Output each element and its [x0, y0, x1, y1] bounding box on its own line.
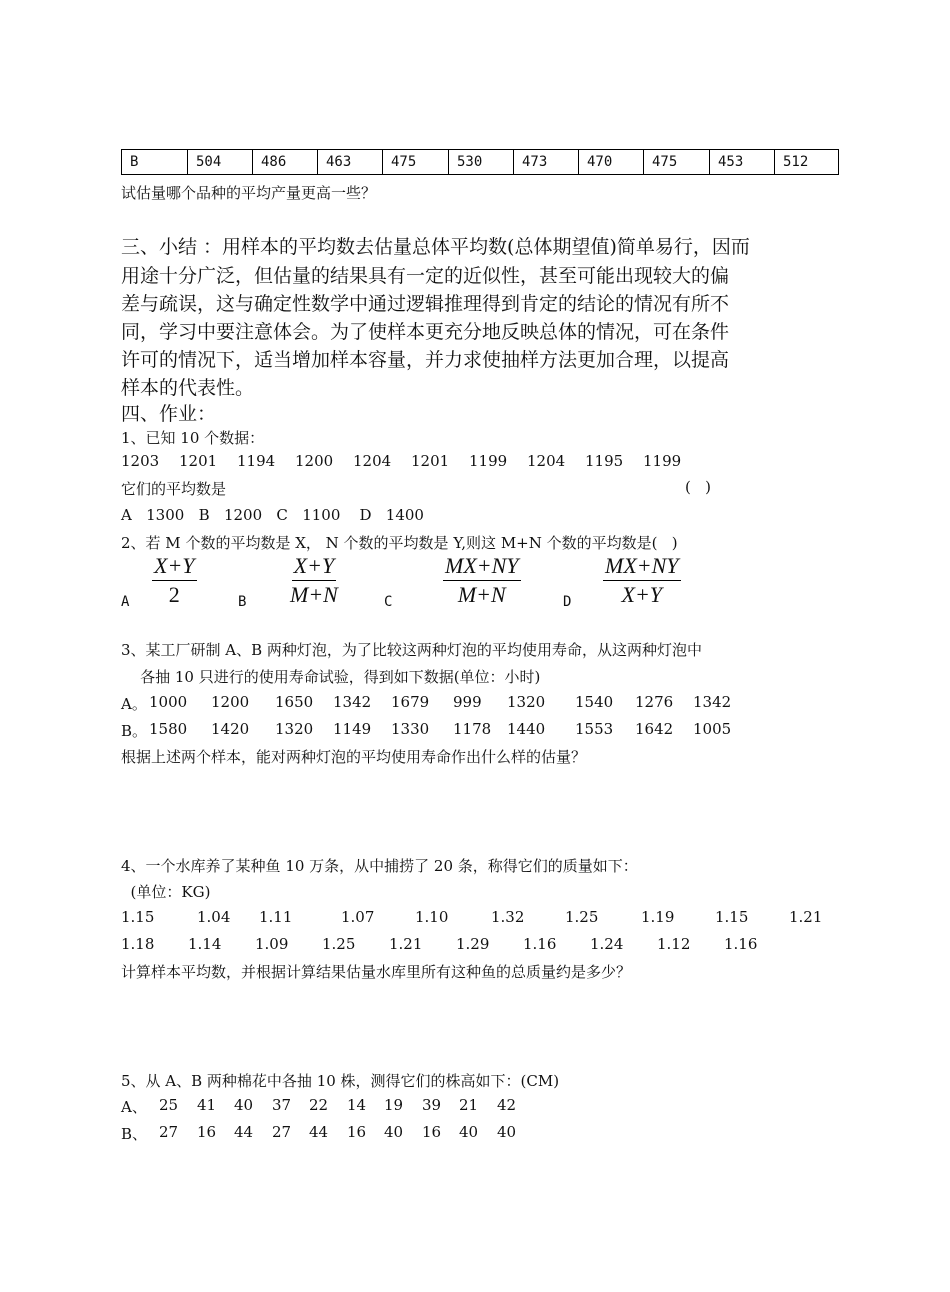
data-value: 1.09 — [255, 935, 289, 953]
q5-row-a — [121, 1096, 516, 1117]
data-value: 1.32 — [491, 908, 525, 926]
table-cell: 504 — [188, 150, 253, 175]
summary-line: 同，学习中要注意体会。为了使样本更充分地反映总体的情况，可在条件 — [121, 321, 730, 343]
q4-row-2 — [121, 935, 757, 953]
summary-line: 用途十分广泛，但估量的结果具有一定的近似性，甚至可能出现较大的偏 — [121, 265, 730, 287]
data-value: 1149 — [333, 720, 372, 738]
numerator: MX+NY — [603, 553, 681, 581]
option-label-c: C — [384, 594, 393, 610]
data-value: 1.16 — [523, 935, 557, 953]
table-cell: 512 — [775, 150, 839, 175]
q5-row-b — [121, 1123, 516, 1144]
data-value: 999 — [453, 693, 482, 711]
data-value: 40 — [234, 1096, 254, 1114]
data-value: 1276 — [635, 693, 674, 711]
data-value: 1.21 — [789, 908, 823, 926]
data-value: 1200 — [295, 452, 334, 470]
data-value: 1.15 — [121, 908, 155, 926]
section-heading: 四、作业： — [121, 403, 217, 425]
table-cell: B — [122, 150, 188, 175]
data-value: 1320 — [507, 693, 546, 711]
data-value: 1.16 — [724, 935, 758, 953]
data-value: 1199 — [469, 452, 508, 470]
table-cell: 473 — [514, 150, 579, 175]
data-value: 1194 — [237, 452, 276, 470]
q1-options: A 1300 B 1200 C 1100 D 1400 — [121, 506, 424, 524]
row-label: A、 — [121, 1098, 147, 1116]
q4-row-1 — [121, 908, 822, 926]
data-value: 1.21 — [389, 935, 423, 953]
data-value: 19 — [384, 1096, 404, 1114]
option-label-b: B — [238, 594, 247, 610]
data-value: 1.24 — [590, 935, 624, 953]
data-value: 1200 — [211, 693, 250, 711]
row-label: B。 — [121, 722, 148, 740]
data-value: 27 — [272, 1123, 292, 1141]
data-value: 1.07 — [341, 908, 375, 926]
data-value: 1.10 — [415, 908, 449, 926]
numerator: X+Y — [292, 553, 337, 581]
data-value: 1553 — [575, 720, 614, 738]
data-value: 21 — [459, 1096, 479, 1114]
table-cell: 530 — [449, 150, 514, 175]
data-value: 1203 — [121, 452, 160, 470]
data-value: 1679 — [391, 693, 430, 711]
q3-row-b — [121, 720, 731, 741]
fraction-option-b — [290, 553, 338, 608]
numerator: MX+NY — [443, 553, 521, 581]
data-value: 1650 — [275, 693, 314, 711]
denominator: X+Y — [621, 582, 663, 607]
data-value: 1.14 — [188, 935, 222, 953]
option-label-d: D — [563, 594, 572, 610]
fraction-option-a — [152, 553, 197, 608]
q4-title: 4、一个水库养了某种鱼 10 万条，从中捕捞了 20 条，称得它们的质量如下： — [121, 857, 638, 875]
data-value: 1.11 — [259, 908, 293, 926]
data-value: 16 — [422, 1123, 442, 1141]
data-value: 22 — [309, 1096, 329, 1114]
q3-title-cont: 各抽 10 只进行的使用寿命试验，得到如下数据(单位：小时) — [121, 668, 541, 686]
data-value: 1580 — [149, 720, 188, 738]
data-value: 1642 — [635, 720, 674, 738]
data-value: 44 — [234, 1123, 254, 1141]
summary-line: 样本的代表性。 — [121, 377, 255, 399]
data-value: 1.18 — [121, 935, 155, 953]
data-value: 1440 — [507, 720, 546, 738]
data-value: 1000 — [149, 693, 188, 711]
data-value: 42 — [497, 1096, 517, 1114]
summary-line: 三、小结 ：用样本的平均数去估量总体平均数(总体期望值)简单易行，因而 — [121, 236, 750, 258]
data-value: 40 — [459, 1123, 479, 1141]
q3-ask: 根据上述两个样本，能对两种灯泡的平均使用寿命作出什么样的估量？ — [121, 748, 587, 766]
data-value: 1342 — [333, 693, 372, 711]
data-value: 25 — [159, 1096, 179, 1114]
data-value: 1201 — [179, 452, 218, 470]
q2-title: 2、若 M 个数的平均数是 X， N 个数的平均数是 Y,则这 M+N 个数的平均数是( ) — [121, 534, 678, 552]
row-label: A。 — [121, 695, 147, 713]
data-value: 1342 — [693, 693, 732, 711]
data-value: 1.15 — [715, 908, 749, 926]
summary-line: 差与疏误，这与确定性数学中通过逻辑推理得到肯定的结论的情况有所不 — [121, 293, 730, 315]
data-value: 1204 — [353, 452, 392, 470]
answer-paren: ( ) — [685, 478, 712, 496]
table-cell: 463 — [318, 150, 383, 175]
table-row-b — [122, 150, 839, 175]
table-cell: 475 — [644, 150, 710, 175]
data-value: 1420 — [211, 720, 250, 738]
denominator: M+N — [457, 582, 506, 607]
data-value: 1204 — [527, 452, 566, 470]
data-value: 1.25 — [322, 935, 356, 953]
data-value: 1.04 — [197, 908, 231, 926]
data-value: 1.12 — [657, 935, 691, 953]
q1-data-row — [121, 452, 681, 470]
data-value: 1178 — [453, 720, 492, 738]
yield-table — [121, 149, 839, 175]
data-value: 39 — [422, 1096, 442, 1114]
data-value: 1199 — [643, 452, 682, 470]
table-cell: 453 — [710, 150, 775, 175]
fraction-option-c — [443, 553, 521, 608]
table-cell: 475 — [383, 150, 449, 175]
row-label: B、 — [121, 1125, 148, 1143]
data-value: 41 — [197, 1096, 217, 1114]
table-cell: 470 — [579, 150, 644, 175]
data-value: 1.29 — [456, 935, 490, 953]
q5-title: 5、从 A、B 两种棉花中各抽 10 株，测得它们的株高如下：(CM) — [121, 1072, 560, 1090]
denominator: 2 — [168, 582, 180, 607]
data-value: 16 — [347, 1123, 367, 1141]
data-value: 44 — [309, 1123, 329, 1141]
q4-ask: 计算样本平均数，并根据计算结果估量水库里所有这种鱼的总质量约是多少？ — [121, 963, 632, 981]
data-value: 1330 — [391, 720, 430, 738]
data-value: 1005 — [693, 720, 732, 738]
data-value: 1201 — [411, 452, 450, 470]
q3-title: 3、某工厂研制 A、B 两种灯泡，为了比较这两种灯泡的平均使用寿命，从这两种灯泡中 — [121, 641, 702, 659]
q3-row-a — [121, 693, 731, 714]
data-value: 14 — [347, 1096, 367, 1114]
summary-line: 许可的情况下，适当增加样本容量，并力求使抽样方法更加合理，以提高 — [121, 349, 730, 371]
data-value: 27 — [159, 1123, 179, 1141]
q1-title: 1、已知 10 个数据： — [121, 429, 265, 447]
fraction-option-d — [603, 553, 681, 608]
numerator: X+Y — [152, 553, 197, 581]
table-cell: 486 — [253, 150, 318, 175]
option-label-a: A — [121, 594, 130, 610]
data-value: 16 — [197, 1123, 217, 1141]
data-value: 37 — [272, 1096, 292, 1114]
data-value: 1.25 — [565, 908, 599, 926]
data-value: 1.19 — [641, 908, 675, 926]
previous-question: 试估量哪个品种的平均产量更高一些？ — [121, 184, 377, 202]
data-value: 1320 — [275, 720, 314, 738]
data-value: 40 — [384, 1123, 404, 1141]
q4-unit: (单位：KG) — [121, 883, 211, 901]
q1-ask: 它们的平均数是 — [121, 480, 227, 498]
data-value: 1195 — [585, 452, 624, 470]
data-value: 40 — [497, 1123, 517, 1141]
denominator: M+N — [290, 582, 338, 607]
data-value: 1540 — [575, 693, 614, 711]
